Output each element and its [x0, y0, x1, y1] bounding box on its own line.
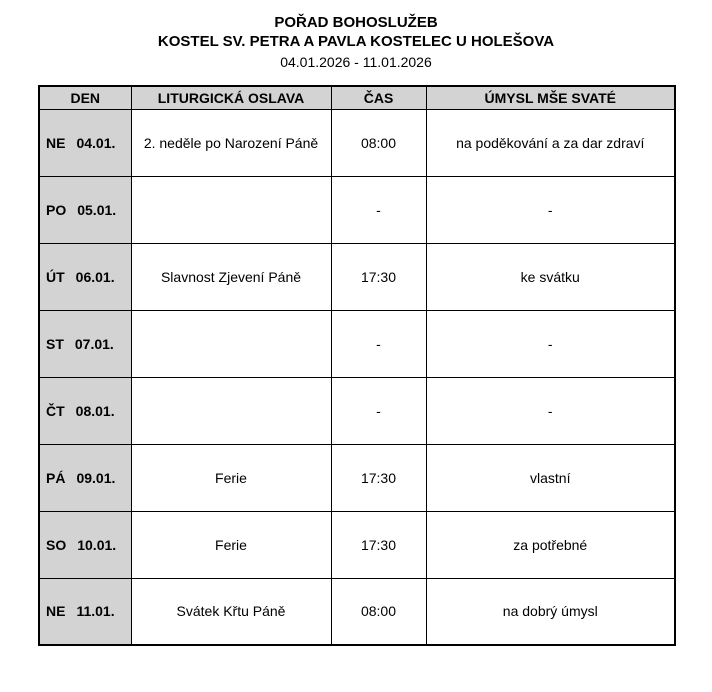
day-abbrev: ST [46, 335, 64, 352]
day-cell-inner [46, 201, 125, 219]
table-row [39, 310, 675, 377]
day-cell [39, 176, 131, 243]
table-row [39, 444, 675, 511]
umysl-cell: na poděkování a za dar zdraví [426, 109, 675, 176]
umysl-cell: vlastní [426, 444, 675, 511]
cas-cell: 08:00 [331, 578, 426, 645]
oslava-cell: Ferie [131, 444, 331, 511]
cas-cell: 17:30 [331, 511, 426, 578]
column-header-cas: ČAS [331, 86, 426, 109]
day-abbrev: ČT [46, 402, 65, 419]
day-cell [39, 243, 131, 310]
day-cell [39, 578, 131, 645]
day-cell-inner [46, 469, 125, 487]
table-row [39, 109, 675, 176]
table-row [39, 578, 675, 645]
column-header-den: DEN [39, 86, 131, 109]
table-row [39, 377, 675, 444]
table-row [39, 176, 675, 243]
oslava-cell: Ferie [131, 511, 331, 578]
day-cell [39, 377, 131, 444]
column-header-umysl: ÚMYSL MŠE SVATÉ [426, 86, 675, 109]
table-body [39, 109, 675, 645]
day-abbrev: PO [46, 201, 67, 218]
cas-cell: 08:00 [331, 109, 426, 176]
day-cell-inner [46, 602, 125, 620]
day-abbrev: SO [46, 536, 67, 553]
oslava-cell: 2. neděle po Narození Páně [131, 109, 331, 176]
oslava-cell [131, 176, 331, 243]
cas-cell: - [331, 310, 426, 377]
table-row [39, 243, 675, 310]
cas-cell: 17:30 [331, 444, 426, 511]
day-cell [39, 109, 131, 176]
umysl-cell: - [426, 377, 675, 444]
day-cell-inner [46, 402, 125, 420]
document-header [0, 0, 712, 72]
day-date: 09.01. [76, 469, 116, 486]
umysl-cell: za potřebné [426, 511, 675, 578]
day-abbrev: PÁ [46, 469, 66, 486]
oslava-cell: Slavnost Zjevení Páně [131, 243, 331, 310]
day-cell-inner [46, 134, 125, 152]
umysl-cell: - [426, 176, 675, 243]
cas-cell: 17:30 [331, 243, 426, 310]
page-subtitle: KOSTEL SV. PETRA A PAVLA KOSTELEC U HOLEŠOVA [157, 33, 555, 50]
page-title: POŘAD BOHOSLUŽEB [274, 14, 438, 31]
day-cell [39, 511, 131, 578]
table-row [39, 511, 675, 578]
day-date: 11.01. [76, 603, 115, 620]
day-cell [39, 444, 131, 511]
day-abbrev: ÚT [46, 268, 65, 285]
header-row [39, 86, 675, 109]
umysl-cell: ke svátku [426, 243, 675, 310]
umysl-cell: na dobrý úmysl [426, 578, 675, 645]
column-header-oslava: LITURGICKÁ OSLAVA [131, 86, 331, 109]
oslava-cell: Svátek Křtu Páně [131, 578, 331, 645]
oslava-cell [131, 310, 331, 377]
schedule-table [38, 85, 676, 646]
umysl-cell: - [426, 310, 675, 377]
day-date: 05.01. [77, 201, 117, 218]
day-date: 07.01. [74, 335, 114, 352]
cas-cell: - [331, 377, 426, 444]
cas-cell: - [331, 176, 426, 243]
table-head [39, 86, 675, 109]
day-cell-inner [46, 536, 125, 554]
day-cell-inner [46, 335, 125, 353]
day-date: 10.01. [77, 536, 117, 553]
date-range: 04.01.2026 - 11.01.2026 [280, 54, 432, 70]
day-date: 06.01. [75, 268, 115, 285]
day-abbrev: NE [46, 134, 66, 151]
oslava-cell [131, 377, 331, 444]
day-cell-inner [46, 268, 125, 286]
day-abbrev: NE [46, 603, 66, 620]
day-date: 08.01. [75, 402, 115, 419]
day-date: 04.01. [76, 134, 116, 151]
day-cell [39, 310, 131, 377]
